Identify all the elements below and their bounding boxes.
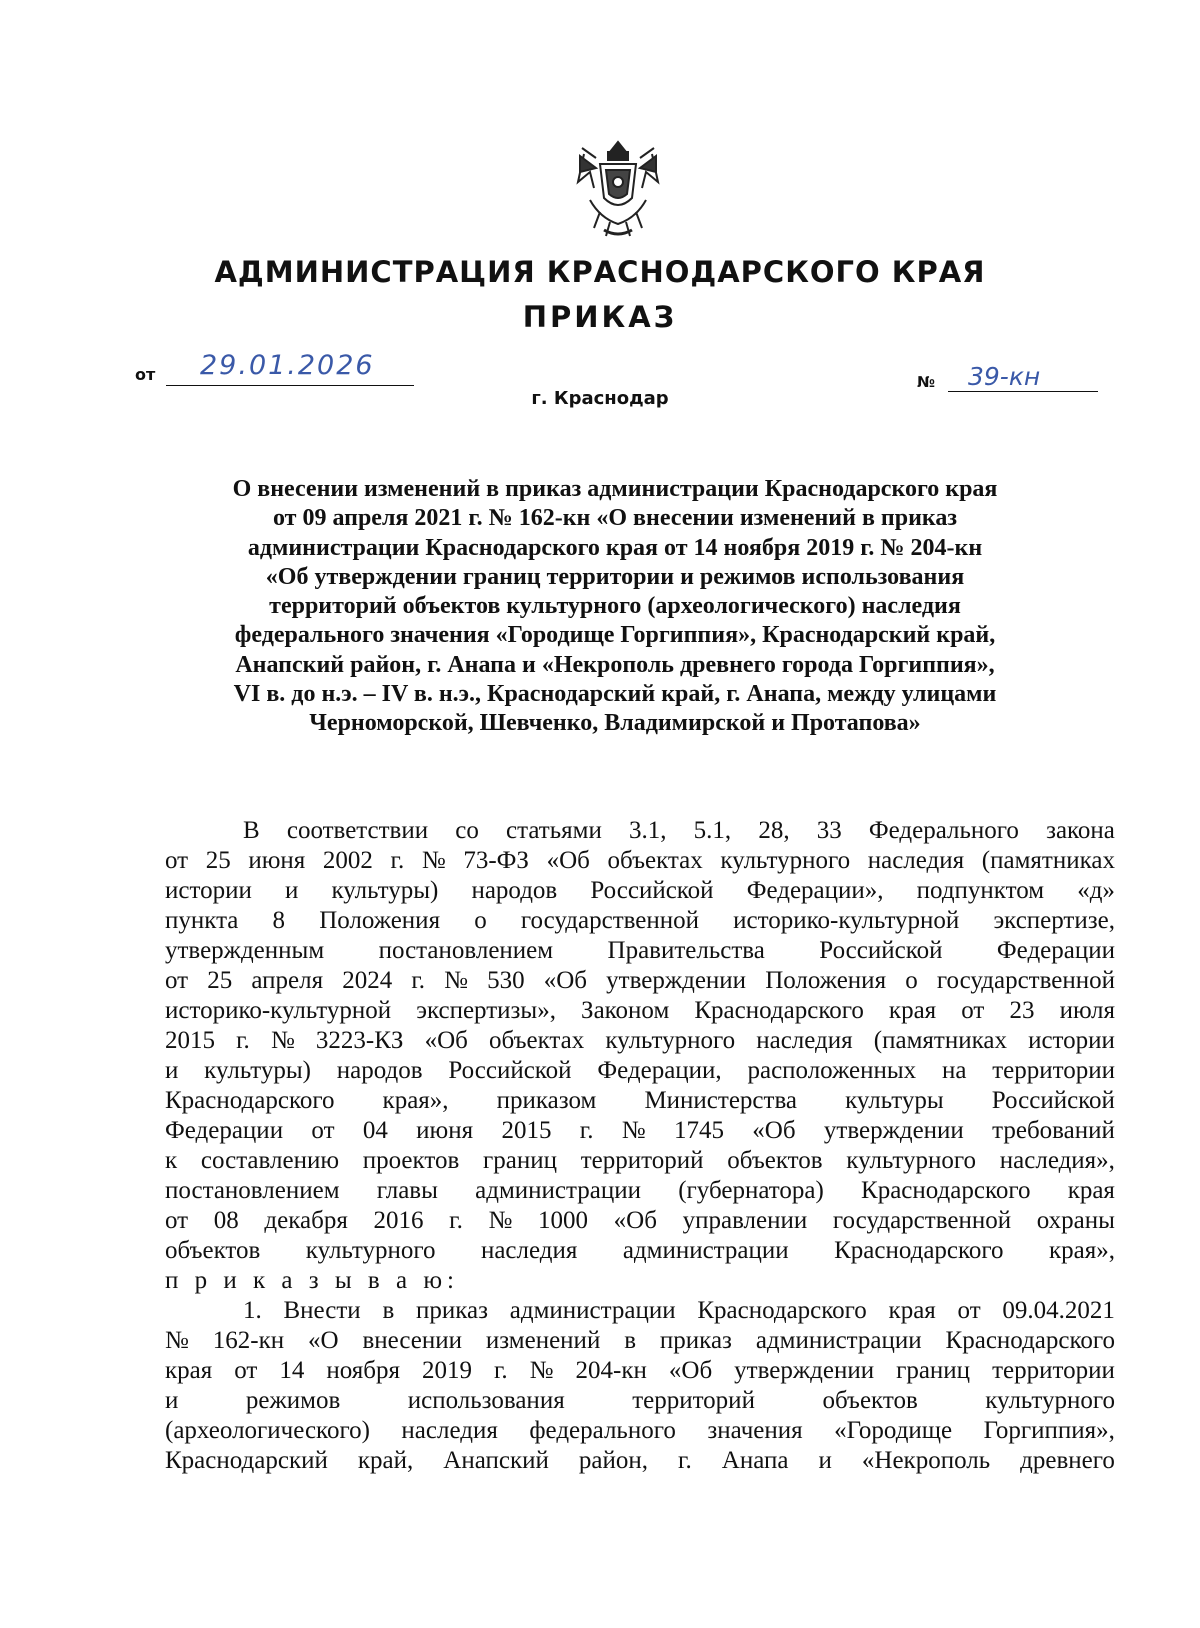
body-line: В соответствии со статьями 3.1, 5.1, 28, 33 Федерального закона [243,817,1115,844]
title-line: федерального значения «Городище Горгиппия», Краснодарский край, [234,622,996,649]
body-line: объектов культурного наследия администрации Краснодарского края», [165,1237,1115,1264]
title-line: от 09 апреля 2021 г. № 162-кн «О внесении изменений в приказ [272,505,958,532]
body-line: историко-культурной экспертизы», Законом Краснодарского края от 23 июля [165,997,1115,1024]
body-line: 2015 г. № 3223-КЗ «Об объектах культурного наследия (памятниках истории [165,1027,1115,1054]
body-line: и режимов использования территорий объектов культурного [165,1387,1115,1414]
city: г. Краснодар [531,388,669,409]
body-line: к составлению проектов границ территорий объектов культурного наследия», [165,1147,1115,1174]
title-line: Черноморской, Шевченко, Владимирской и Протапова» [309,710,921,737]
body-line: и культуры) народов Российской Федерации, расположенных на территории [165,1057,1115,1084]
body-line: от 08 декабря 2016 г. № 1000 «Об управлении государственной охраны [165,1207,1115,1234]
date-label: от [135,365,156,384]
issuing-authority: АДМИНИСТРАЦИЯ КРАСНОДАРСКОГО КРАЯ [214,255,986,289]
title-line: Анапский район, г. Анапа и «Некрополь древнего города Горгиппия», [235,651,995,678]
body-line: 1. Внести в приказ администрации Краснодарского края от 09.04.2021 [243,1297,1115,1324]
title-line: «Об утверждении границ территории и режимов использования [265,563,965,590]
body-line: от 25 июня 2002 г. № 73-ФЗ «Об объектах культурного наследия (памятниках [165,847,1115,874]
date-underline [166,385,414,386]
title-line: О внесении изменений в приказ администрации Краснодарского края [232,476,998,502]
title-line: администрации Краснодарского края от 14 ноября 2019 г. № 204-кн [247,534,983,561]
order-title [175,475,1055,739]
coat-of-arms-emblem [570,138,666,242]
body-line: Краснодарский край, Анапский район, г. Анапа и «Некрополь древнего [165,1447,1115,1474]
body-line: (археологического) наследия федерального значения «Городище Горгиппия», [165,1417,1115,1444]
body-line: от 25 апреля 2024 г. № 530 «Об утверждении Положения о государственной [165,967,1115,994]
body-line: края от 14 ноября 2019 г. № 204-кн «Об утверждении границ территории [165,1357,1115,1384]
body-line: п р и к а з ы в а ю: [165,1267,459,1294]
body-line: Федерации от 04 июня 2015 г. № 1745 «Об утверждении требований [165,1117,1115,1144]
body-line: Краснодарского края», приказом Министерства культуры Российской [165,1087,1115,1114]
body-line: пункта 8 Положения о государственной историко-культурной экспертизе, [165,907,1115,934]
title-line: территорий объектов культурного (археологического) наследия [269,593,961,620]
date-handwritten: 29.01.2026 [200,350,375,381]
number-label: № [917,373,936,391]
body-line: истории и культуры) народов Российской Федерации», подпунктом «д» [165,877,1115,904]
order-body [165,816,1115,1476]
body-line: постановлением главы администрации (губернатора) Краснодарского края [165,1177,1115,1204]
body-line: утвержденным постановлением Правительства Российской Федерации [165,937,1115,964]
document-type: ПРИКАЗ [522,300,678,334]
number-handwritten: 39-кн [968,362,1041,391]
body-line: № 162-кн «О внесении изменений в приказ администрации Краснодарского [165,1327,1115,1354]
title-line: VI в. до н.э. – IV в. н.э., Краснодарский край, г. Анапа, между улицами [233,681,997,708]
